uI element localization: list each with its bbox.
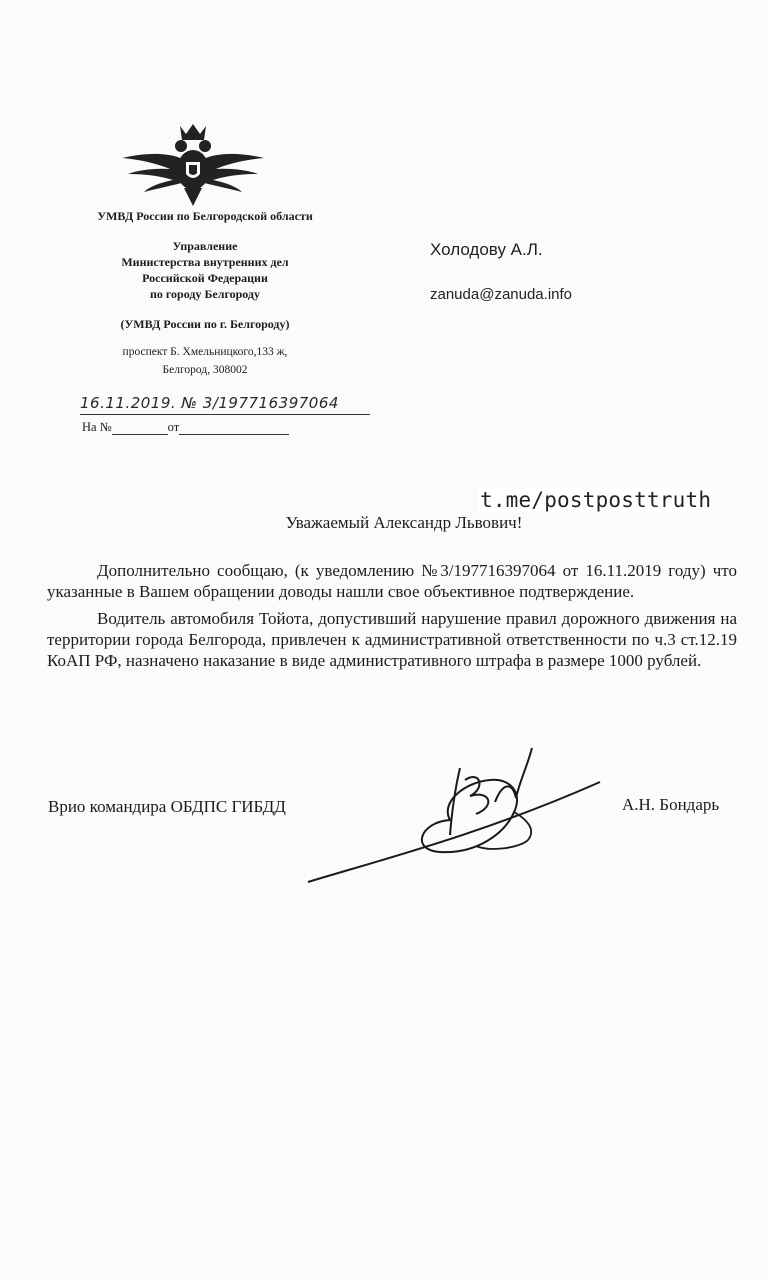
dept-line-4: по городу Белгороду [149, 287, 260, 301]
registration-line [80, 394, 370, 416]
na-blank [112, 422, 168, 435]
dept-line-2: Министерства внутренних дел [121, 255, 289, 269]
na-label: На № [82, 420, 112, 434]
handwritten-reg-number: 16.11.2019. № 3/197716397064 [80, 394, 339, 412]
reference-line [82, 420, 289, 435]
dept-line-1: Управление [172, 239, 238, 253]
paragraph-2: Водитель автомобиля Тойота, допустивший нарушение правил дорожного движения на территории города Белгорода, привлечен к административной ответственности по ч.3 ст.12.19 КоАП РФ, назначено наказание в виде административного штрафа в размере 1000 рублей. [47, 609, 737, 670]
double-headed-eagle-emblem-icon [118, 122, 268, 208]
watermark: t.me/postposttruth [480, 488, 712, 512]
organization-header [55, 208, 355, 378]
address-line-1: проспект Б. Хмельницкого,133 ж, [122, 346, 288, 358]
recipient-email: zanuda@zanuda.info [430, 286, 573, 303]
reg-underline [80, 414, 370, 415]
signatory-title: Врио командира ОБДПС ГИБДД [48, 797, 286, 816]
salutation: Уважаемый Александр Львович! [285, 513, 523, 532]
handwritten-signature-icon [300, 740, 610, 890]
recipient-block [430, 240, 572, 303]
signatory-name: А.Н. Бондарь [622, 795, 720, 814]
letter-body [47, 560, 737, 677]
ot-blank [179, 422, 289, 435]
address-line-2: Белгород, 308002 [162, 364, 248, 376]
org-short-name: (УМВД России по г. Белгороду) [120, 317, 290, 331]
dept-line-3: Российской Федерации [142, 271, 268, 285]
paragraph-1: Дополнительно сообщаю, (к уведомлению №3/197716397064 от 16.11.2019 году) что указанные в Вашем обращении доводы нашли свое объективное подтверждение. [47, 561, 737, 601]
recipient-name: Холодову А.Л. [430, 240, 543, 259]
ot-label: от [167, 420, 180, 434]
org-top-line: УМВД России по Белгородской области [97, 209, 313, 223]
